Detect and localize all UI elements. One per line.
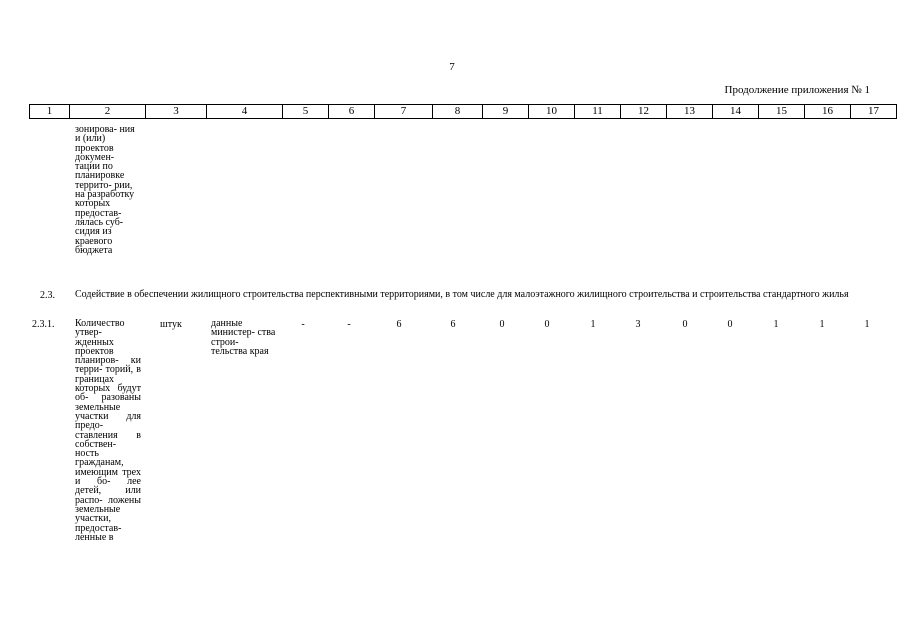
previous-row-name-continuation: зонирова- ния и (или) проектов докумен- тации по планировке террито- рии, на разработку которых предостав- лялась суб- сидия из краевого бюджета xyxy=(75,124,135,256)
value-col-9: 0 xyxy=(499,319,505,330)
column-header-2: 2 xyxy=(70,105,146,119)
section-number: 2.3. xyxy=(40,290,55,301)
column-header-16: 16 xyxy=(805,105,851,119)
column-header-1: 1 xyxy=(30,105,70,119)
value-col-17: 1 xyxy=(864,319,870,330)
value-col-8: 6 xyxy=(450,319,456,330)
value-col-11: 1 xyxy=(590,319,596,330)
page-number: 7 xyxy=(449,61,455,73)
column-header-7: 7 xyxy=(375,105,433,119)
column-header-4: 4 xyxy=(207,105,283,119)
column-header-3: 3 xyxy=(146,105,207,119)
column-header-11: 11 xyxy=(575,105,621,119)
value-col-13: 0 xyxy=(682,319,688,330)
column-header-5: 5 xyxy=(283,105,329,119)
section-title: Содействие в обеспечении жилищного строительства перспективными территориями, в том числе для малоэтажного жилищного строительства и строительства стандартного жилья xyxy=(75,289,849,300)
column-header-9: 9 xyxy=(483,105,529,119)
indicator-name: Количество утвер- жденных проектов планиров- ки терри- торий, в границах которых будут об- разованы земельные участки для предо- ставления в собствен- ность гражданам, имеющим трех и бо- лее детей, или распо- ложены земельные участки, предостав- ленные в xyxy=(75,318,141,543)
value-col-7: 6 xyxy=(396,319,402,330)
row-number: 2.3.1. xyxy=(32,319,55,330)
value-col-15: 1 xyxy=(773,319,779,330)
column-header-15: 15 xyxy=(759,105,805,119)
continuation-label: Продолжение приложения № 1 xyxy=(724,84,870,96)
column-header-17: 17 xyxy=(851,105,897,119)
value-col-6: - xyxy=(347,319,351,330)
column-header-12: 12 xyxy=(621,105,667,119)
column-header-6: 6 xyxy=(329,105,375,119)
unit-of-measure: штук xyxy=(160,319,182,330)
value-col-14: 0 xyxy=(727,319,733,330)
column-header-14: 14 xyxy=(713,105,759,119)
column-header-table xyxy=(29,104,897,119)
column-header-8: 8 xyxy=(433,105,483,119)
value-col-12: 3 xyxy=(635,319,641,330)
value-col-16: 1 xyxy=(819,319,825,330)
column-header-10: 10 xyxy=(529,105,575,119)
value-col-5: - xyxy=(301,319,305,330)
data-source: данные министер- ства строи- тельства края xyxy=(211,318,276,357)
column-header-13: 13 xyxy=(667,105,713,119)
value-col-10: 0 xyxy=(544,319,550,330)
